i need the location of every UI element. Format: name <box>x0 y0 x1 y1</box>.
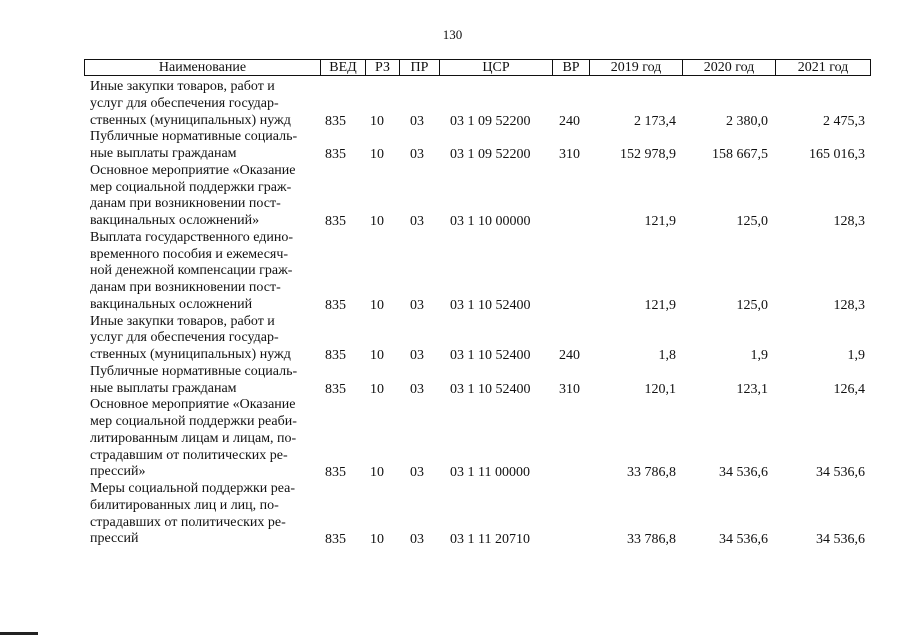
row-name-line: Выплата государственного едино- <box>90 229 294 245</box>
cell-2021: 34 536,6 <box>816 532 865 548</box>
row-name-line: Меры социальной поддержки реа- <box>90 481 296 496</box>
row-name-line: ные выплаты гражданам <box>90 146 237 161</box>
cell-vr: 240 <box>559 113 580 129</box>
cell-2021: 2 475,3 <box>823 113 865 129</box>
row-name-line: Иные закупки товаров, работ и <box>90 313 275 329</box>
row-name-line: Основное мероприятие «Оказание <box>90 162 296 178</box>
cell-2020: 1,9 <box>750 348 768 363</box>
cell-2020: 123,1 <box>736 381 768 397</box>
cell-ved: 835 <box>325 214 346 229</box>
cell-csr: 03 1 09 52200 <box>450 147 531 162</box>
cell-2020: 125,0 <box>736 214 768 229</box>
row-name-line: страдавших от политических ре- <box>90 514 286 530</box>
cell-ved: 835 <box>325 348 346 363</box>
header-ved: ВЕД <box>320 60 365 75</box>
row-name-line: прессий <box>90 531 139 547</box>
table-header <box>84 59 871 76</box>
cell-csr: 03 1 10 52400 <box>450 348 531 363</box>
cell-pr: 03 <box>410 147 424 162</box>
cell-ved: 835 <box>325 147 346 162</box>
row-name-line: прессий» <box>90 464 146 480</box>
row-name-line: ственных (муниципальных) нужд <box>90 347 291 362</box>
cell-rz: 10 <box>370 348 384 363</box>
header-2021: 2021 год <box>775 60 870 75</box>
table-row <box>0 129 905 163</box>
cell-2020: 125,0 <box>736 297 768 313</box>
cell-2019: 121,9 <box>644 297 676 313</box>
header-rz: РЗ <box>365 60 399 75</box>
cell-rz: 10 <box>370 381 384 397</box>
header-csr: ЦСР <box>439 60 552 75</box>
row-name-line: данам при возникновении пост- <box>90 196 281 212</box>
cell-rz: 10 <box>370 297 384 313</box>
header-pr: ПР <box>399 60 439 75</box>
row-name <box>90 129 312 163</box>
row-name-line: билитированных лиц и лиц, по- <box>90 497 279 513</box>
row-name <box>90 314 312 364</box>
row-name-line: Основное мероприятие «Оказание <box>90 397 296 413</box>
row-name-line: данам при возникновении пост- <box>90 280 281 295</box>
row-name-line: временного пособия и ежемесяч- <box>90 246 289 262</box>
cell-2020: 34 536,6 <box>719 532 768 548</box>
header-name: Наименование <box>158 60 247 75</box>
cell-2019: 33 786,8 <box>627 532 676 548</box>
row-name-line: мер социальной поддержки реаби- <box>90 414 297 429</box>
cell-2020: 34 536,6 <box>719 465 768 481</box>
cell-csr: 03 1 11 00000 <box>450 465 530 481</box>
cell-vr: 310 <box>559 147 580 162</box>
table-row <box>0 163 905 230</box>
cell-pr: 03 <box>410 381 424 397</box>
page-edge-mark <box>0 632 38 635</box>
cell-2020: 158 667,5 <box>712 147 768 162</box>
header-2020: 2020 год <box>682 60 775 75</box>
cell-vr: 240 <box>559 348 580 363</box>
row-name-line: литированным лицам и лицам, по- <box>90 430 297 446</box>
row-name <box>90 364 312 398</box>
table-row <box>0 314 905 364</box>
cell-pr: 03 <box>410 214 424 229</box>
header-2019: 2019 год <box>589 60 682 75</box>
cell-2019: 120,1 <box>644 381 676 397</box>
cell-csr: 03 1 11 20710 <box>450 532 530 548</box>
cell-pr: 03 <box>410 532 424 548</box>
cell-rz: 10 <box>370 147 384 162</box>
row-name-line: мер социальной поддержки граж- <box>90 179 292 195</box>
page-number: 130 <box>442 27 463 42</box>
cell-2021: 34 536,6 <box>816 465 865 481</box>
cell-csr: 03 1 10 52400 <box>450 381 531 397</box>
cell-2019: 121,9 <box>644 214 676 229</box>
cell-vr: 310 <box>559 381 580 397</box>
cell-pr: 03 <box>410 348 424 363</box>
cell-2019: 1,8 <box>658 348 676 363</box>
row-name-line: вакцинальных осложнений» <box>90 213 260 228</box>
cell-rz: 10 <box>370 465 384 481</box>
table-row <box>0 230 905 314</box>
row-name-line: страдавшим от политических ре- <box>90 447 288 463</box>
cell-2021: 165 016,3 <box>809 147 865 162</box>
cell-ved: 835 <box>325 381 346 397</box>
cell-csr: 03 1 10 00000 <box>450 214 531 229</box>
row-name-line: ственных (муниципальных) нужд <box>90 112 291 128</box>
cell-ved: 835 <box>325 297 346 313</box>
table-row <box>0 79 905 129</box>
cell-ved: 835 <box>325 113 346 129</box>
table-row <box>0 397 905 481</box>
row-name-line: ные выплаты гражданам <box>90 380 237 396</box>
row-name-line: Публичные нормативные социаль- <box>90 129 298 145</box>
cell-rz: 10 <box>370 532 384 548</box>
row-name-line: услуг для обеспечения государ- <box>90 330 279 346</box>
cell-pr: 03 <box>410 297 424 313</box>
row-name-line: услуг для обеспечения государ- <box>90 95 279 111</box>
cell-2021: 128,3 <box>833 214 865 229</box>
row-name-line: Публичные нормативные социаль- <box>90 363 298 379</box>
cell-pr: 03 <box>410 113 424 129</box>
cell-2021: 1,9 <box>847 348 865 363</box>
cell-2021: 126,4 <box>833 381 865 397</box>
cell-2020: 2 380,0 <box>726 113 768 129</box>
row-name <box>90 230 312 314</box>
row-name <box>90 481 312 548</box>
cell-ved: 835 <box>325 532 346 548</box>
table-row <box>0 364 905 398</box>
cell-2019: 2 173,4 <box>634 113 676 129</box>
table-row <box>0 481 905 548</box>
row-name <box>90 79 312 129</box>
cell-2021: 128,3 <box>833 297 865 313</box>
cell-2019: 33 786,8 <box>627 465 676 481</box>
cell-csr: 03 1 09 52200 <box>450 113 531 129</box>
header-vr: ВР <box>552 60 589 75</box>
row-name-line: ной денежной компенсации граж- <box>90 263 293 279</box>
row-name-line: вакцинальных осложнений <box>90 296 253 312</box>
cell-2019: 152 978,9 <box>620 147 676 162</box>
cell-rz: 10 <box>370 214 384 229</box>
row-name <box>90 163 312 230</box>
row-name-line: Иные закупки товаров, работ и <box>90 79 275 94</box>
cell-rz: 10 <box>370 113 384 129</box>
cell-ved: 835 <box>325 465 346 481</box>
row-name <box>90 397 312 481</box>
cell-csr: 03 1 10 52400 <box>450 297 531 313</box>
cell-pr: 03 <box>410 465 424 481</box>
